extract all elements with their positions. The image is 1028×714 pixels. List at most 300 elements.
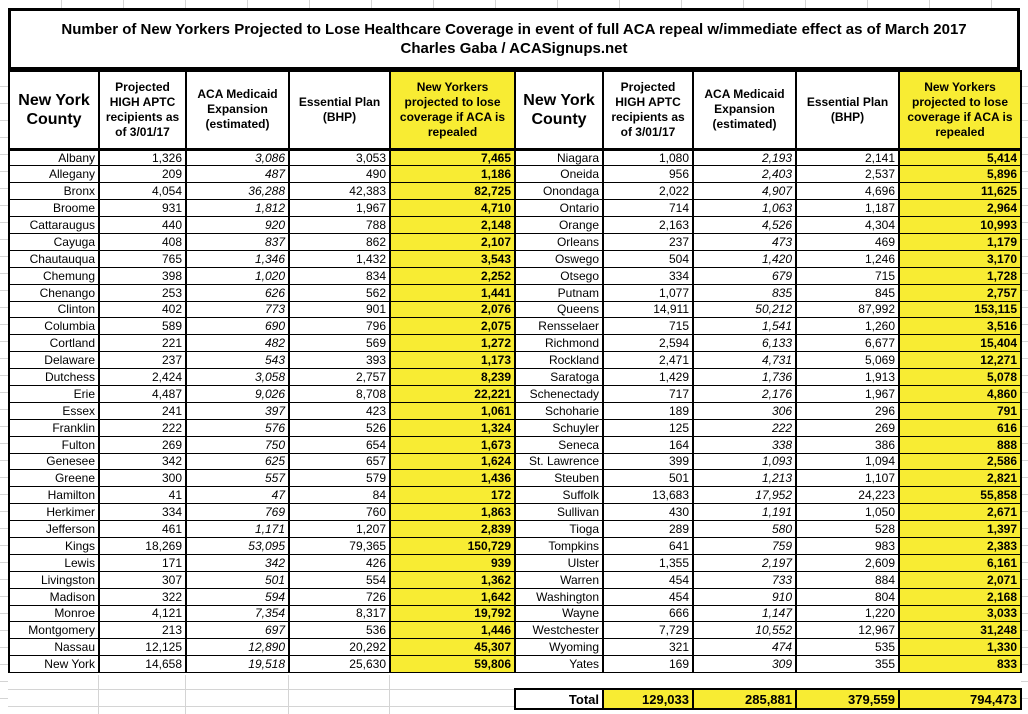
cell-bhp: 296	[796, 402, 899, 419]
cell-bhp: 3,053	[289, 149, 390, 166]
header-county: New York County	[9, 71, 99, 149]
cell-lose-coverage: 3,033	[899, 605, 1021, 622]
cell-aptc: 666	[603, 605, 693, 622]
cell-aptc: 717	[603, 385, 693, 402]
cell-bhp: 1,094	[796, 453, 899, 470]
cell-aptc: 1,429	[603, 369, 693, 386]
cell-county: Montgomery	[9, 622, 99, 639]
cell-bhp: 1,432	[289, 250, 390, 267]
cell-lose-coverage: 1,863	[390, 504, 515, 521]
table-row	[9, 487, 515, 504]
cell-county: Bronx	[9, 183, 99, 200]
cell-county: New York	[9, 656, 99, 673]
cell-lose-coverage: 1,330	[899, 639, 1021, 656]
cell-bhp: 355	[796, 656, 899, 673]
cell-county: Cayuga	[9, 233, 99, 250]
cell-county: Lewis	[9, 554, 99, 571]
cell-lose-coverage: 59,806	[390, 656, 515, 673]
table-row	[515, 487, 1021, 504]
cell-county: Yates	[515, 656, 603, 673]
cell-medicaid: 1,736	[693, 369, 796, 386]
cell-aptc: 956	[603, 166, 693, 183]
cell-medicaid: 17,952	[693, 487, 796, 504]
cell-aptc: 2,163	[603, 217, 693, 234]
cell-medicaid: 910	[693, 588, 796, 605]
table-row	[515, 453, 1021, 470]
cell-medicaid: 397	[186, 402, 289, 419]
cell-medicaid: 53,095	[186, 537, 289, 554]
cell-lose-coverage: 2,252	[390, 267, 515, 284]
table-row	[9, 352, 515, 369]
cell-lose-coverage: 1,272	[390, 335, 515, 352]
cell-county: Tompkins	[515, 537, 603, 554]
cell-lose-coverage: 2,757	[899, 284, 1021, 301]
cell-medicaid: 9,026	[186, 385, 289, 402]
cell-county: Westchester	[515, 622, 603, 639]
cell-aptc: 222	[99, 419, 186, 436]
sheet-gridline	[288, 675, 289, 714]
cell-aptc: 321	[603, 639, 693, 656]
cell-medicaid: 309	[693, 656, 796, 673]
cell-bhp: 24,223	[796, 487, 899, 504]
header-bhp: Essential Plan (BHP)	[289, 71, 390, 149]
cell-medicaid: 474	[693, 639, 796, 656]
cell-bhp: 25,630	[289, 656, 390, 673]
county-table-left	[8, 70, 516, 673]
cell-medicaid: 1,346	[186, 250, 289, 267]
cell-aptc: 322	[99, 588, 186, 605]
cell-lose-coverage: 15,404	[899, 335, 1021, 352]
cell-county: Livingston	[9, 571, 99, 588]
cell-lose-coverage: 2,148	[390, 217, 515, 234]
cell-lose-coverage: 1,173	[390, 352, 515, 369]
cell-bhp: 79,365	[289, 537, 390, 554]
cell-medicaid: 1,147	[693, 605, 796, 622]
table-row	[515, 605, 1021, 622]
cell-bhp: 1,913	[796, 369, 899, 386]
table-row	[9, 419, 515, 436]
cell-bhp: 2,537	[796, 166, 899, 183]
cell-county: Herkimer	[9, 504, 99, 521]
cell-medicaid: 338	[693, 436, 796, 453]
table-row	[515, 622, 1021, 639]
cell-aptc: 307	[99, 571, 186, 588]
cell-medicaid: 7,354	[186, 605, 289, 622]
cell-aptc: 504	[603, 250, 693, 267]
table-row	[9, 385, 515, 402]
sheet-gridlines-top	[0, 0, 1028, 8]
cell-lose-coverage: 1,397	[899, 521, 1021, 538]
cell-aptc: 334	[99, 504, 186, 521]
cell-aptc: 4,487	[99, 385, 186, 402]
cell-bhp: 579	[289, 470, 390, 487]
cell-lose-coverage: 5,078	[899, 369, 1021, 386]
cell-lose-coverage: 2,821	[899, 470, 1021, 487]
cell-aptc: 2,424	[99, 369, 186, 386]
cell-bhp: 884	[796, 571, 899, 588]
table-row	[9, 622, 515, 639]
cell-aptc: 454	[603, 588, 693, 605]
cell-bhp: 536	[289, 622, 390, 639]
cell-county: Schuyler	[515, 419, 603, 436]
cell-county: Delaware	[9, 352, 99, 369]
cell-county: Oneida	[515, 166, 603, 183]
cell-county: Putnam	[515, 284, 603, 301]
table-row	[515, 335, 1021, 352]
cell-county: Orleans	[515, 233, 603, 250]
cell-county: Rockland	[515, 352, 603, 369]
cell-lose-coverage: 888	[899, 436, 1021, 453]
total-bhp: 379,559	[796, 689, 899, 709]
cell-medicaid: 1,213	[693, 470, 796, 487]
table-row	[9, 183, 515, 200]
table-row	[9, 318, 515, 335]
table-row	[515, 284, 1021, 301]
cell-lose-coverage: 2,839	[390, 521, 515, 538]
cell-medicaid: 222	[693, 419, 796, 436]
cell-county: Broome	[9, 200, 99, 217]
table-row	[515, 537, 1021, 554]
cell-aptc: 125	[603, 419, 693, 436]
table-row	[9, 470, 515, 487]
cell-lose-coverage: 2,964	[899, 200, 1021, 217]
cell-lose-coverage: 2,383	[899, 537, 1021, 554]
header-bhp: Essential Plan (BHP)	[796, 71, 899, 149]
cell-aptc: 18,269	[99, 537, 186, 554]
cell-bhp: 8,708	[289, 385, 390, 402]
cell-county: Chemung	[9, 267, 99, 284]
table-row	[515, 318, 1021, 335]
cell-lose-coverage: 2,168	[899, 588, 1021, 605]
cell-lose-coverage: 12,271	[899, 352, 1021, 369]
cell-medicaid: 580	[693, 521, 796, 538]
cell-aptc: 440	[99, 217, 186, 234]
cell-medicaid: 1,063	[693, 200, 796, 217]
cell-bhp: 2,757	[289, 369, 390, 386]
cell-lose-coverage: 1,324	[390, 419, 515, 436]
cell-aptc: 237	[603, 233, 693, 250]
cell-county: Sullivan	[515, 504, 603, 521]
cell-lose-coverage: 1,061	[390, 402, 515, 419]
cell-medicaid: 487	[186, 166, 289, 183]
cell-county: Rensselaer	[515, 318, 603, 335]
table-row	[515, 504, 1021, 521]
cell-lose-coverage: 791	[899, 402, 1021, 419]
cell-medicaid: 594	[186, 588, 289, 605]
cell-medicaid: 306	[693, 402, 796, 419]
cell-lose-coverage: 1,441	[390, 284, 515, 301]
cell-medicaid: 1,020	[186, 267, 289, 284]
cell-medicaid: 625	[186, 453, 289, 470]
cell-medicaid: 1,812	[186, 200, 289, 217]
cell-bhp: 554	[289, 571, 390, 588]
title-line-1: Number of New Yorkers Projected to Lose Healthcare Coverage in event of full ACA repeal w/immediate effect as of March 2017	[61, 21, 967, 38]
cell-medicaid: 1,420	[693, 250, 796, 267]
cell-county: Genesee	[9, 453, 99, 470]
cell-aptc: 1,080	[603, 149, 693, 166]
table-row	[515, 183, 1021, 200]
cell-medicaid: 759	[693, 537, 796, 554]
cell-lose-coverage: 1,436	[390, 470, 515, 487]
table-row	[9, 656, 515, 673]
table-row	[515, 369, 1021, 386]
cell-bhp: 1,246	[796, 250, 899, 267]
table-title	[8, 8, 1020, 70]
cell-county: Chautauqua	[9, 250, 99, 267]
cell-bhp: 8,317	[289, 605, 390, 622]
cell-bhp: 490	[289, 166, 390, 183]
cell-lose-coverage: 4,860	[899, 385, 1021, 402]
cell-aptc: 221	[99, 335, 186, 352]
cell-bhp: 862	[289, 233, 390, 250]
cell-aptc: 300	[99, 470, 186, 487]
cell-county: Schoharie	[515, 402, 603, 419]
table-row	[515, 402, 1021, 419]
cell-aptc: 213	[99, 622, 186, 639]
cell-medicaid: 733	[693, 571, 796, 588]
cell-bhp: 715	[796, 267, 899, 284]
cell-medicaid: 36,288	[186, 183, 289, 200]
cell-aptc: 41	[99, 487, 186, 504]
table-row	[9, 453, 515, 470]
cell-bhp: 760	[289, 504, 390, 521]
cell-bhp: 535	[796, 639, 899, 656]
cell-bhp: 834	[289, 267, 390, 284]
cell-aptc: 13,683	[603, 487, 693, 504]
header-medicaid: ACA Medicaid Expansion (estimated)	[186, 71, 289, 149]
table-row	[9, 605, 515, 622]
header-medicaid: ACA Medicaid Expansion (estimated)	[693, 71, 796, 149]
cell-lose-coverage: 1,673	[390, 436, 515, 453]
cell-aptc: 209	[99, 166, 186, 183]
cell-aptc: 2,594	[603, 335, 693, 352]
cell-medicaid: 12,890	[186, 639, 289, 656]
cell-county: Madison	[9, 588, 99, 605]
cell-aptc: 14,658	[99, 656, 186, 673]
cell-lose-coverage: 153,115	[899, 301, 1021, 318]
cell-aptc: 253	[99, 284, 186, 301]
cell-medicaid: 4,907	[693, 183, 796, 200]
cell-county: Nassau	[9, 639, 99, 656]
table-row	[515, 217, 1021, 234]
cell-aptc: 334	[603, 267, 693, 284]
cell-medicaid: 4,526	[693, 217, 796, 234]
cell-aptc: 12,125	[99, 639, 186, 656]
table-row	[515, 385, 1021, 402]
cell-medicaid: 1,093	[693, 453, 796, 470]
cell-medicaid: 473	[693, 233, 796, 250]
cell-aptc: 189	[603, 402, 693, 419]
cell-lose-coverage: 11,625	[899, 183, 1021, 200]
table-row	[515, 656, 1021, 673]
cell-bhp: 42,383	[289, 183, 390, 200]
cell-aptc: 641	[603, 537, 693, 554]
cell-lose-coverage: 31,248	[899, 622, 1021, 639]
cell-aptc: 289	[603, 521, 693, 538]
cell-bhp: 788	[289, 217, 390, 234]
sheet-gridline	[98, 675, 99, 714]
cell-county: Warren	[515, 571, 603, 588]
cell-lose-coverage: 4,710	[390, 200, 515, 217]
cell-bhp: 845	[796, 284, 899, 301]
table-row	[9, 233, 515, 250]
cell-medicaid: 19,518	[186, 656, 289, 673]
cell-bhp: 426	[289, 554, 390, 571]
cell-bhp: 5,069	[796, 352, 899, 369]
sheet-gridlines-right	[1021, 70, 1028, 714]
cell-aptc: 931	[99, 200, 186, 217]
cell-aptc: 430	[603, 504, 693, 521]
cell-county: Onondaga	[515, 183, 603, 200]
cell-lose-coverage: 616	[899, 419, 1021, 436]
table-row	[515, 436, 1021, 453]
table-row	[515, 470, 1021, 487]
cell-bhp: 2,609	[796, 554, 899, 571]
cell-aptc: 169	[603, 656, 693, 673]
cell-bhp: 528	[796, 521, 899, 538]
cell-bhp: 84	[289, 487, 390, 504]
cell-aptc: 399	[603, 453, 693, 470]
cell-medicaid: 769	[186, 504, 289, 521]
cell-medicaid: 837	[186, 233, 289, 250]
header-aptc: Projected HIGH APTC recipients as of 3/01/17	[603, 71, 693, 149]
cell-aptc: 14,911	[603, 301, 693, 318]
cell-lose-coverage: 2,075	[390, 318, 515, 335]
cell-lose-coverage: 3,516	[899, 318, 1021, 335]
cell-lose-coverage: 939	[390, 554, 515, 571]
cell-lose-coverage: 1,362	[390, 571, 515, 588]
cell-county: Cattaraugus	[9, 217, 99, 234]
total-row	[515, 689, 1021, 709]
cell-county: Hamilton	[9, 487, 99, 504]
cell-medicaid: 2,176	[693, 385, 796, 402]
cell-county: Ulster	[515, 554, 603, 571]
cell-bhp: 393	[289, 352, 390, 369]
cell-lose-coverage: 2,671	[899, 504, 1021, 521]
cell-county: Greene	[9, 470, 99, 487]
cell-medicaid: 679	[693, 267, 796, 284]
table-row	[9, 537, 515, 554]
cell-county: Seneca	[515, 436, 603, 453]
table-row	[9, 250, 515, 267]
cell-medicaid: 1,541	[693, 318, 796, 335]
cell-bhp: 1,187	[796, 200, 899, 217]
cell-county: Wayne	[515, 605, 603, 622]
cell-county: Erie	[9, 385, 99, 402]
table-row	[9, 588, 515, 605]
cell-county: Franklin	[9, 419, 99, 436]
cell-lose-coverage: 82,725	[390, 183, 515, 200]
cell-bhp: 20,292	[289, 639, 390, 656]
table-row	[515, 200, 1021, 217]
cell-bhp: 4,304	[796, 217, 899, 234]
cell-county: Orange	[515, 217, 603, 234]
total-medicaid: 285,881	[693, 689, 796, 709]
header-row	[515, 71, 1021, 149]
cell-county: Albany	[9, 149, 99, 166]
cell-medicaid: 10,552	[693, 622, 796, 639]
cell-aptc: 402	[99, 301, 186, 318]
cell-lose-coverage: 19,792	[390, 605, 515, 622]
cell-bhp: 726	[289, 588, 390, 605]
cell-aptc: 171	[99, 554, 186, 571]
table-row	[9, 267, 515, 284]
cell-aptc: 4,054	[99, 183, 186, 200]
cell-bhp: 1,260	[796, 318, 899, 335]
sheet-gridline	[8, 706, 514, 707]
cell-county: Cortland	[9, 335, 99, 352]
cell-bhp: 2,141	[796, 149, 899, 166]
cell-lose-coverage: 55,858	[899, 487, 1021, 504]
cell-lose-coverage: 3,170	[899, 250, 1021, 267]
cell-medicaid: 920	[186, 217, 289, 234]
cell-lose-coverage: 1,179	[899, 233, 1021, 250]
cell-bhp: 469	[796, 233, 899, 250]
total-row-table	[514, 688, 1022, 710]
cell-medicaid: 543	[186, 352, 289, 369]
cell-aptc: 164	[603, 436, 693, 453]
cell-county: Steuben	[515, 470, 603, 487]
cell-bhp: 804	[796, 588, 899, 605]
cell-medicaid: 4,731	[693, 352, 796, 369]
table-row	[9, 200, 515, 217]
cell-medicaid: 50,212	[693, 301, 796, 318]
cell-medicaid: 482	[186, 335, 289, 352]
cell-medicaid: 3,086	[186, 149, 289, 166]
table-row	[515, 521, 1021, 538]
cell-lose-coverage: 3,543	[390, 250, 515, 267]
table-row	[515, 639, 1021, 656]
cell-county: Chenango	[9, 284, 99, 301]
table-row	[9, 571, 515, 588]
cell-county: Kings	[9, 537, 99, 554]
cell-county: Allegany	[9, 166, 99, 183]
cell-lose-coverage: 1,446	[390, 622, 515, 639]
cell-aptc: 342	[99, 453, 186, 470]
cell-medicaid: 557	[186, 470, 289, 487]
cell-aptc: 1,077	[603, 284, 693, 301]
cell-bhp: 657	[289, 453, 390, 470]
cell-aptc: 4,121	[99, 605, 186, 622]
cell-aptc: 714	[603, 200, 693, 217]
cell-aptc: 2,471	[603, 352, 693, 369]
table-row	[9, 504, 515, 521]
cell-bhp: 526	[289, 419, 390, 436]
cell-lose-coverage: 833	[899, 656, 1021, 673]
cell-county: Columbia	[9, 318, 99, 335]
cell-medicaid: 697	[186, 622, 289, 639]
table-row	[515, 301, 1021, 318]
cell-lose-coverage: 7,465	[390, 149, 515, 166]
table-row	[9, 554, 515, 571]
cell-county: Ontario	[515, 200, 603, 217]
header-lose-coverage: New Yorkers projected to lose coverage if ACA is repealed	[390, 71, 515, 149]
cell-bhp: 12,967	[796, 622, 899, 639]
cell-aptc: 715	[603, 318, 693, 335]
cell-medicaid: 3,058	[186, 369, 289, 386]
table-row	[9, 217, 515, 234]
table-row	[9, 166, 515, 183]
cell-county: Monroe	[9, 605, 99, 622]
cell-aptc: 454	[603, 571, 693, 588]
table-row	[9, 284, 515, 301]
cell-medicaid: 6,133	[693, 335, 796, 352]
cell-county: St. Lawrence	[515, 453, 603, 470]
table-row	[9, 639, 515, 656]
cell-county: Wyoming	[515, 639, 603, 656]
cell-aptc: 241	[99, 402, 186, 419]
cell-lose-coverage: 10,993	[899, 217, 1021, 234]
